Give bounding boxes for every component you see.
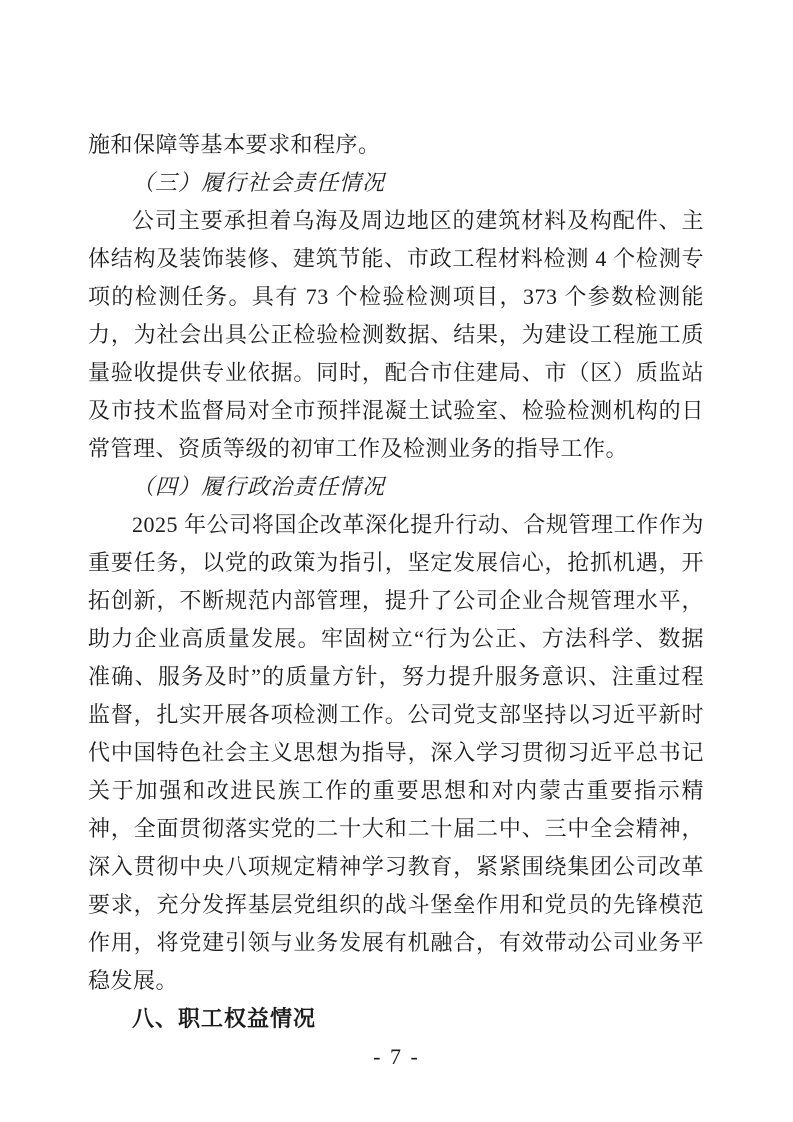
paragraph-social-responsibility: 公司主要承担着乌海及周边地区的建筑材料及构配件、主体结构及装饰装修、建筑节能、市政工程材料检测 4 个检测专项的检测任务。具有 73 个检验检测项目，373 个参数检测能力，为社会出具公正检验检测数据、结果，为建设工程施工质量验收提供专业依据。同时，配合市住建局、市（区）质监站及市技术监督局对全市预拌混凝土试验室、检验检测机构的日常管理、资质等级的初审工作及检测业务的指导工作。 <box>88 208 704 461</box>
subheading-social-responsibility: （三）履行社会责任情况 <box>132 170 386 195</box>
subheading-political-responsibility: （四）履行政治责任情况 <box>132 474 386 499</box>
paragraph-continuation: 施和保障等基本要求和程序。 <box>88 132 381 157</box>
page-number: - 7 - <box>373 1044 420 1069</box>
heading-employee-rights: 八、职工权益情况 <box>132 1006 317 1031</box>
paragraph-political-responsibility: 2025 年公司将国企改革深化提升行动、合规管理工作作为重要任务，以党的政策为指引，坚定发展信心，抢抓机遇，开拓创新，不断规范内部管理，提升了公司企业合规管理水平，助力企业高质量发展。牢固树立“行为公正、方法科学、数据准确、服务及时”的质量方针，努力提升服务意识、注重过程监督，扎实开展各项检测工作。公司党支部坚持以习近平新时代中国特色社会主义思想为指导，深入学习贯彻习近平总书记关于加强和改进民族工作的重要思想和对内蒙古重要指示精神，全面贯彻落实党的二十大和二十届二中、三中全会精神，深入贯彻中央八项规定精神学习教育，紧紧围绕集团公司改革要求，充分发挥基层党组织的战斗堡垒作用和党员的先锋模范作用，将党建引领与业务发展有机融合，有效带动公司业务平稳发展。 <box>88 512 704 993</box>
